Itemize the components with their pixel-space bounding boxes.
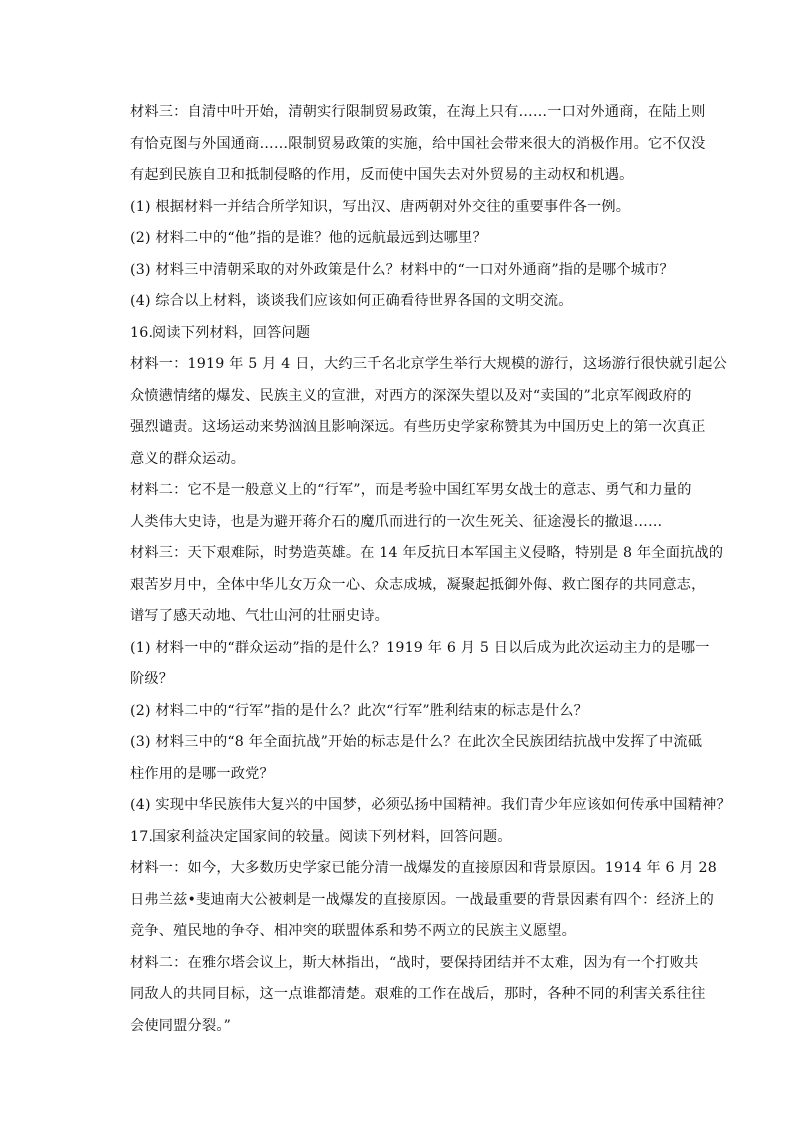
question-heading xyxy=(130,318,695,350)
text-line: 谱写了感天动地、气壮山河的壮丽史诗。 xyxy=(130,608,389,624)
question-line: (2) 材料二中的“他”指的是谁？他的远航最远到达哪里？ xyxy=(130,230,487,246)
question-title: 阅读下列材料，回答问题 xyxy=(152,324,311,341)
text-line: 材料三：天下艰难际，时势造英雄。在 14 年反抗日本军国主义侵略，特别是 8 年全面抗战的 xyxy=(130,545,724,561)
text-line: 材料二：在雅尔塔会议上，斯大林指出，“战时，要保持团结并不太难，因为有一个打败共 xyxy=(130,954,699,971)
text-line: 同敌人的共同目标，这一点谁都清楚。艰难的工作在战后，那时，各种不同的利害关系往往 xyxy=(130,986,706,1002)
q15-continuation xyxy=(130,97,706,318)
text-line: 竞争、殖民地的争夺、相冲突的联盟体系和势不两立的民族主义愿望。 xyxy=(130,923,577,939)
question-number: 16. xyxy=(130,324,154,341)
document-page xyxy=(130,97,731,1042)
question-line: (1) 根据材料一并结合所学知识，写出汉、唐两朝对外交往的重要事件各一例。 xyxy=(130,198,631,215)
text-line: 材料一：1919 年 5 月 4 日，大约三千名北京学生举行大规模的游行，这场游行很快就引起公 xyxy=(130,356,727,372)
text-line: 人类伟大史诗，也是为避开蒋介石的魔爪而进行的一次生死关、征途漫长的撤退…… xyxy=(130,513,663,530)
question-number: 17. xyxy=(130,828,154,845)
text-line: 材料二：它不是一般意义上的“行军”，而是考验中国红军男女战士的意志、勇气和力量的 xyxy=(130,482,692,498)
question-line: (3) 材料三中的“8 年全面抗战”开始的标志是什么？在此次全民族团结抗战中发挥了中流砥 xyxy=(130,734,703,750)
text-line: 众愤懑情绪的爆发、民族主义的宣泄，对西方的深深失望以及对“卖国的”北京军阀政府的 xyxy=(130,387,692,404)
question-line: (2) 材料二中的“行军”指的是什么？此次“行军”胜利结束的标志是什么？ xyxy=(130,702,589,719)
question-heading xyxy=(130,822,695,854)
question-line: (3) 材料三中清朝采取的对外政策是什么？材料中的“一口对外通商”指的是哪个城市？ xyxy=(130,261,674,278)
question-line: (4) 实现中华民族伟大复兴的中国梦，必须弘扬中国精神。我们青少年应该如何传承中国精神？ xyxy=(130,797,731,813)
text-line: 强烈谴责。这场运动来势汹汹且影响深远。有些历史学家称赞其为中国历史上的第一次真正 xyxy=(130,419,706,435)
question-line: (4) 综合以上材料，谈谈我们应该如何正确看待世界各国的文明交流。 xyxy=(130,293,573,309)
question-16 xyxy=(130,318,731,822)
text-line: 会使同盟分裂。” xyxy=(130,1017,232,1034)
question-17 xyxy=(130,822,717,1043)
question-line: 阶级？ xyxy=(130,671,174,687)
text-line: 材料三：自清中叶开始，清朝实行限制贸易政策，在海上只有……一口对外通商，在陆上则 xyxy=(130,104,706,120)
text-line: 艰苦岁月中，全体中华儿女万众一心、众志成城，凝聚起抵御外侮、救亡图存的共同意志， xyxy=(130,576,706,593)
question-title: 国家利益决定国家间的较量。阅读下列材料，回答问题。 xyxy=(152,828,512,845)
text-line: 日弗兰兹•斐迪南大公被刺是一战爆发的直接原因。一战最重要的背景因素有四个：经济上的 xyxy=(130,891,715,908)
question-line: 柱作用的是哪一政党？ xyxy=(130,765,274,782)
text-line: 有恰克图与外国通商……限制贸易政策的实施，给中国社会带来很大的消极作用。它不仅没 xyxy=(130,135,706,152)
text-line: 意义的群众运动。 xyxy=(130,450,246,467)
question-line: (1) 材料一中的“群众运动”指的是什么？1919 年 6 月 5 日以后成为此次运动主力的是哪一 xyxy=(130,639,710,656)
text-line: 材料一：如今，大多数历史学家已能分清一战爆发的直接原因和背景原因。1914 年 6 月 28 xyxy=(130,860,717,876)
text-line: 有起到民族自卫和抵制侵略的作用，反而使中国失去对外贸易的主动权和机遇。 xyxy=(130,167,634,183)
